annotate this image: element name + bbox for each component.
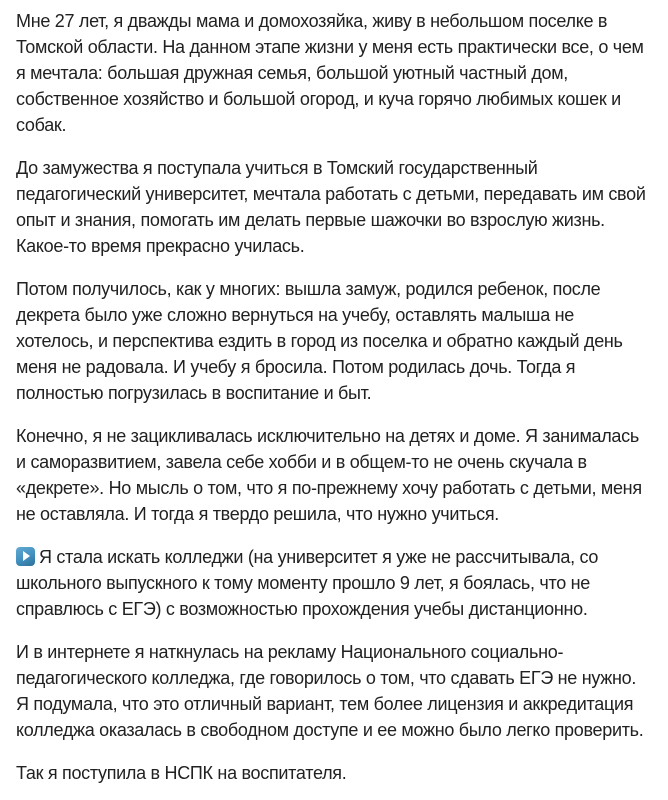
paragraph-text: Потом получилось, как у многих: вышла замуж, родился ребенок, после декрета было уже сложно вернуться на учебу, оставлять малыша не хотелось, и перспектива ездить в город из поселка и обратно каждый день меня не радовала. И учебу я бросила. Потом родилась дочь. Тогда я полностью погрузилась в воспитание и быт. [16, 279, 623, 403]
paragraph-text: И в интернете я наткнулась на рекламу Национального социально-педагогического колледжа, где говорилось о том, что сдавать ЕГЭ не нужно. Я подумала, что это отличный вариант, тем более лицензия и аккредитация колледжа оказалась в свободном доступе и ее можно было легко проверить. [16, 642, 644, 740]
play-button-icon [16, 547, 35, 566]
paragraph-marriage [16, 276, 652, 406]
paragraph-college-search [16, 544, 652, 622]
paragraph-university [16, 155, 652, 259]
paragraph-text: Я стала искать колледжи (на университет я уже не рассчитывала, со школьного выпускного к тому моменту прошло 9 лет, я боялась, что не справлюсь с ЕГЭ) с возможностью прохождения учебы дистанционно. [16, 547, 599, 619]
play-triangle-icon [23, 551, 30, 561]
paragraph-text: Так я поступила в НСПК на воспитателя. [16, 763, 347, 783]
paragraph-advertisement [16, 639, 652, 743]
paragraph-text: Конечно, я не зацикливалась исключительно на детях и доме. Я занималась и саморазвитием, завела себе хобби и в общем-то не очень скучала в «декрете». Но мысль о том, что я по-прежнему хочу работать с детьми, меня не оставляла. И тогда я твердо решила, что нужно учиться. [16, 426, 642, 524]
paragraph-intro [16, 8, 652, 138]
paragraph-hobby [16, 423, 652, 527]
paragraph-text: Мне 27 лет, я дважды мама и домохозяйка, живу в небольшом поселке в Томской области. На данном этапе жизни у меня есть практически все, о чем я мечтала: большая дружная семья, большой уютный частный дом, собственное хозяйство и большой огород, и куча горячо любимых кошек и собак. [16, 11, 644, 135]
paragraph-conclusion [16, 760, 652, 786]
paragraph-text: До замужества я поступала учиться в Томский государственный педагогический университет, мечтала работать с детьми, передавать им свой опыт и знания, помогать им делать первые шажочки во взрослую жизнь. Какое-то время прекрасно училась. [16, 158, 646, 256]
